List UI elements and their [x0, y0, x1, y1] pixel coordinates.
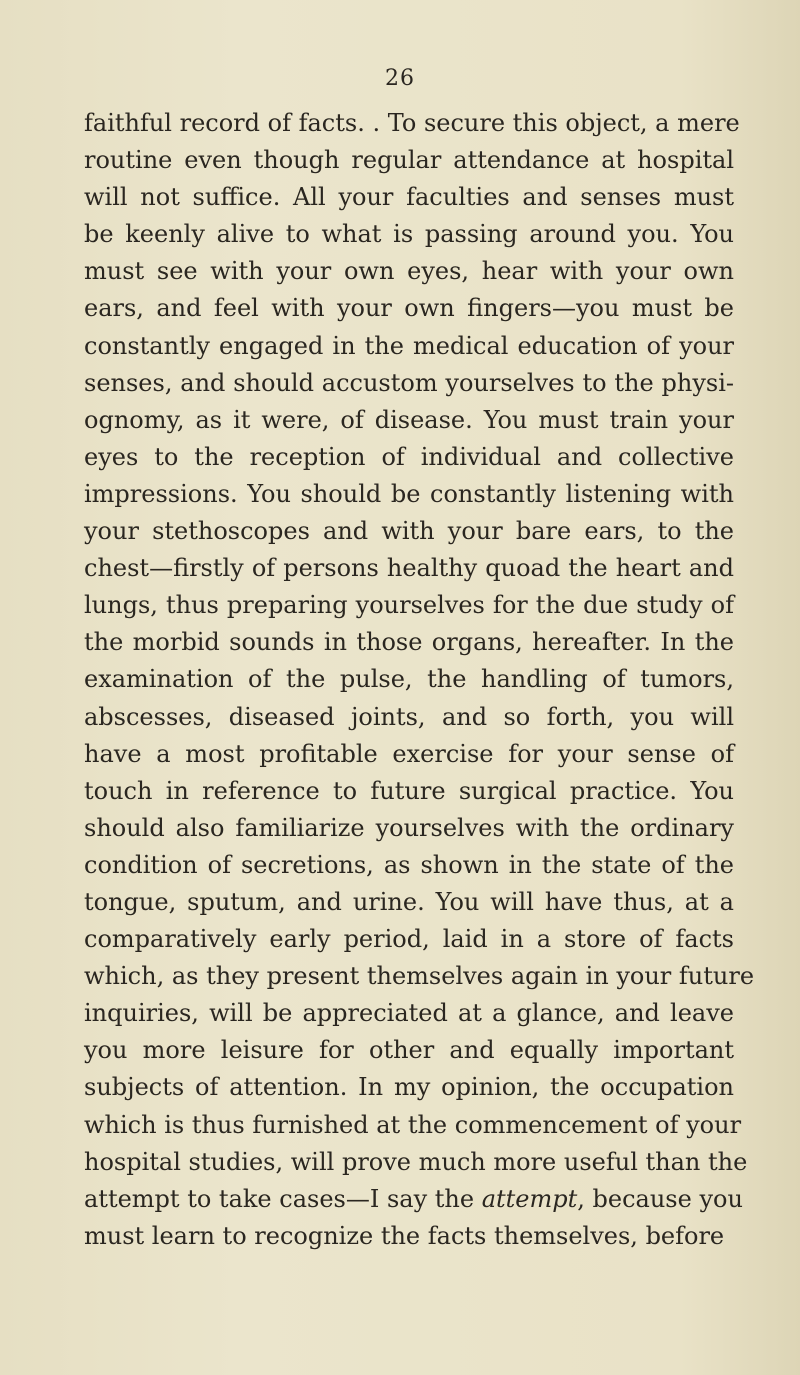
- text-line: have a most profitable exercise for your sense of: [84, 739, 734, 768]
- text-line: must see with your own eyes, hear with your own: [84, 257, 734, 286]
- text-line: will not suffice. All your faculties and senses must: [84, 183, 734, 212]
- text-line: chest—firstly of persons healthy quoad the heart and: [84, 554, 734, 583]
- text-line: eyes to the reception of individual and collective: [84, 442, 734, 471]
- text-line: examination of the pulse, the handling of tumors,: [84, 665, 734, 694]
- italic-emphasis: attempt: [481, 1184, 578, 1213]
- text-line: ognomy, as it were, of disease. You must train your: [84, 405, 734, 434]
- text-line: which is thus furnished at the commencement of your: [84, 1110, 742, 1139]
- text-line: tongue, sputum, and urine. You will have thus, at a: [84, 887, 734, 916]
- text-line: must learn to recognize the facts themselves, before: [84, 1221, 725, 1250]
- text-line: comparatively early period, laid in a store of facts: [84, 925, 734, 954]
- text-line: senses, and should accustom yourselves to the physi-: [84, 368, 734, 397]
- text-line: constantly engaged in the medical education of your: [84, 331, 734, 360]
- text-line: condition of secretions, as shown in the state of the: [84, 850, 734, 879]
- body-text: [84, 105, 755, 1255]
- text-line: faithful record of facts. . To secure this object, a mere: [84, 109, 740, 137]
- text-line: hospital studies, will prove much more useful than the: [84, 1147, 748, 1176]
- text-line: inquiries, will be appreciated at a glance, and leave: [84, 999, 734, 1028]
- text-line: lungs, thus preparing yourselves for the due study of: [84, 591, 734, 620]
- text-line: you more leisure for other and equally important: [84, 1036, 734, 1065]
- text-line: your stethoscopes and with your bare ears, to the: [84, 517, 734, 546]
- page-number: 26: [385, 66, 415, 91]
- text-line: impressions. You should be constantly listening with: [84, 479, 734, 508]
- text-line: which, as they present themselves again in your future: [84, 962, 755, 991]
- text-line: routine even though regular attendance at hospital: [84, 146, 734, 175]
- text-line: subjects of attention. In my opinion, the occupation: [84, 1073, 734, 1102]
- text-line-segment: attempt to take cases—I say the: [84, 1184, 482, 1213]
- text-line: be keenly alive to what is passing around you. You: [84, 220, 734, 249]
- text-line: [84, 1181, 743, 1218]
- text-line: ears, and feel with your own fingers—you must be: [84, 294, 734, 323]
- text-line-segment: , because you: [577, 1184, 743, 1213]
- text-line: touch in reference to future surgical practice. You: [84, 776, 734, 805]
- text-line: the morbid sounds in those organs, hereafter. In the: [84, 628, 734, 657]
- text-line: abscesses, diseased joints, and so forth, you will: [84, 702, 734, 731]
- text-line: should also familiarize yourselves with the ordinary: [84, 813, 734, 842]
